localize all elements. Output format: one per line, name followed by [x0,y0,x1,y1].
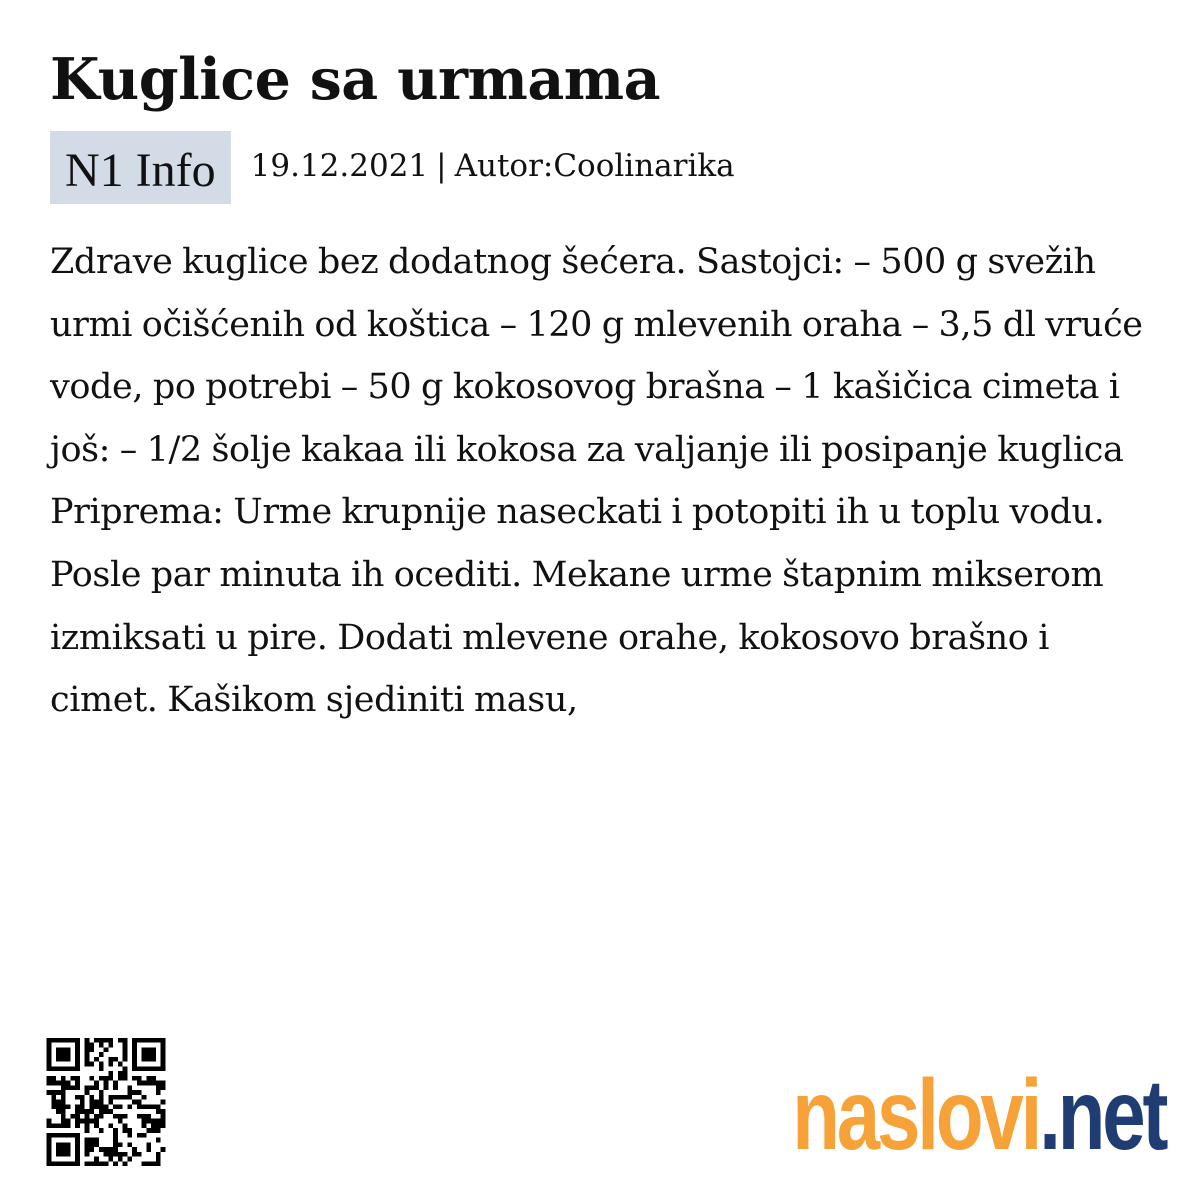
source-badge[interactable]: N1 Info [50,131,231,204]
author: Autor:Coolinarika [454,148,735,184]
logo-text-naslovi: naslovi [791,1059,1039,1171]
article-body: Zdrave kuglice bez dodatnog šećera. Sastojci: – 500 g svežih urmi očišćenih od koštica – 120 g mlevenih oraha – 3,5 dl vruće vode, po potrebi – 50 g kokosovog brašna – 1 kašičica cimeta i još: – 1/2 šolje kakaa ili kokosa za valjanje ili posipanje kuglica Priprema: Urme krupnije naseckati i potopiti ih u toplu vodu. Posle par minuta ih ocediti. Mekane urme štapnim mikserom izmiksati u pire. Dodati mlevene orahe, kokosovo brašno i cimet. Kašikom sjediniti masu, [50,242,1143,721]
meta-separator: | [436,148,447,184]
qr-code-icon[interactable] [46,1038,166,1166]
publish-date: 19.12.2021 [250,148,429,184]
meta-info [251,131,735,201]
site-logo[interactable] [792,1060,1165,1170]
article-meta [50,131,735,204]
article-title: Kuglice sa urmama [50,46,661,113]
logo-text-net: .net [1038,1059,1165,1171]
